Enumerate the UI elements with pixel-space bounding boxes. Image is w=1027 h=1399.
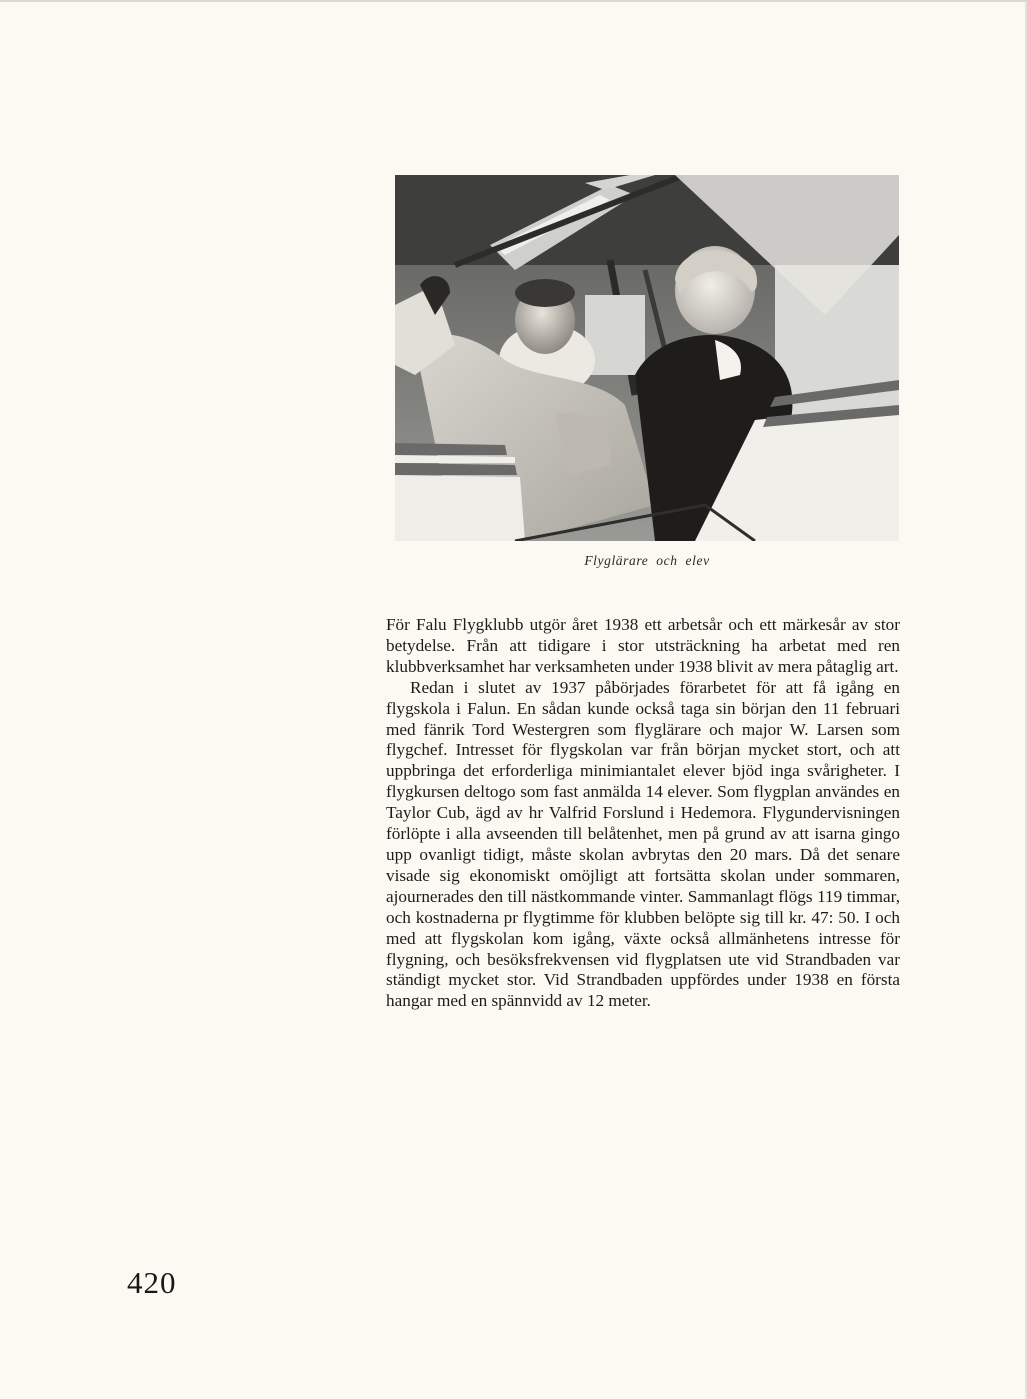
photo-caption: Flyglärare och elev [584,553,710,568]
photo-instructor-and-student [395,175,899,541]
photo-illustration [395,175,899,541]
article-body [386,615,900,1012]
paragraph-1: För Falu Flygklubb utgör året 1938 ett arbetsår och ett märkesår av stor betydelse. Från att tidigare i stor utsträckning ha arbetat med ren klubbverksamhet har verksamheten under 1938 blivit av mera påtaglig art. [386,615,900,676]
paragraph-2: Redan i slutet av 1937 påbörjades förarbetet för att få igång en flygskola i Falun. En sådan kunde också taga sin början den 11 februari med fänrik Tord Westergren som flyglärare och major W. Larsen som flygchef. Intresset för flygskolan var från början mycket stort, och att uppbringa det erforderliga minimiantalet elever bjöd inga svårigheter. I flygkursen deltogo som fast anmälda 14 elever. Som flygplan användes en Taylor Cub, ägd av hr Valfrid Forslund i Hedemora. Flygundervisningen förlöpte i alla avseenden till belåtenhet, men på grund av att isarna gingo upp ovanligt tidigt, måste skolan avbrytas den 20 mars. Då det senare visade sig ekonomiskt omöjligt att fortsätta skolan under sommaren, ajournerades den till nästkommande vinter. Sammanlagt flögs 119 timmar, och kostnaderna pr flygtimme för klubben belöpte sig till kr. 47: 50. I och med att flygskolan kom igång, växte också allmänhetens intresse för flygning, och besöksfrekvensen vid flygplatsen ute vid Strandbaden var ständigt mycket stor. Vid Strandbaden uppfördes under 1938 en första hangar med en spännvidd av 12 meter. [386,677,900,1011]
page-number: 420 [127,1265,177,1300]
